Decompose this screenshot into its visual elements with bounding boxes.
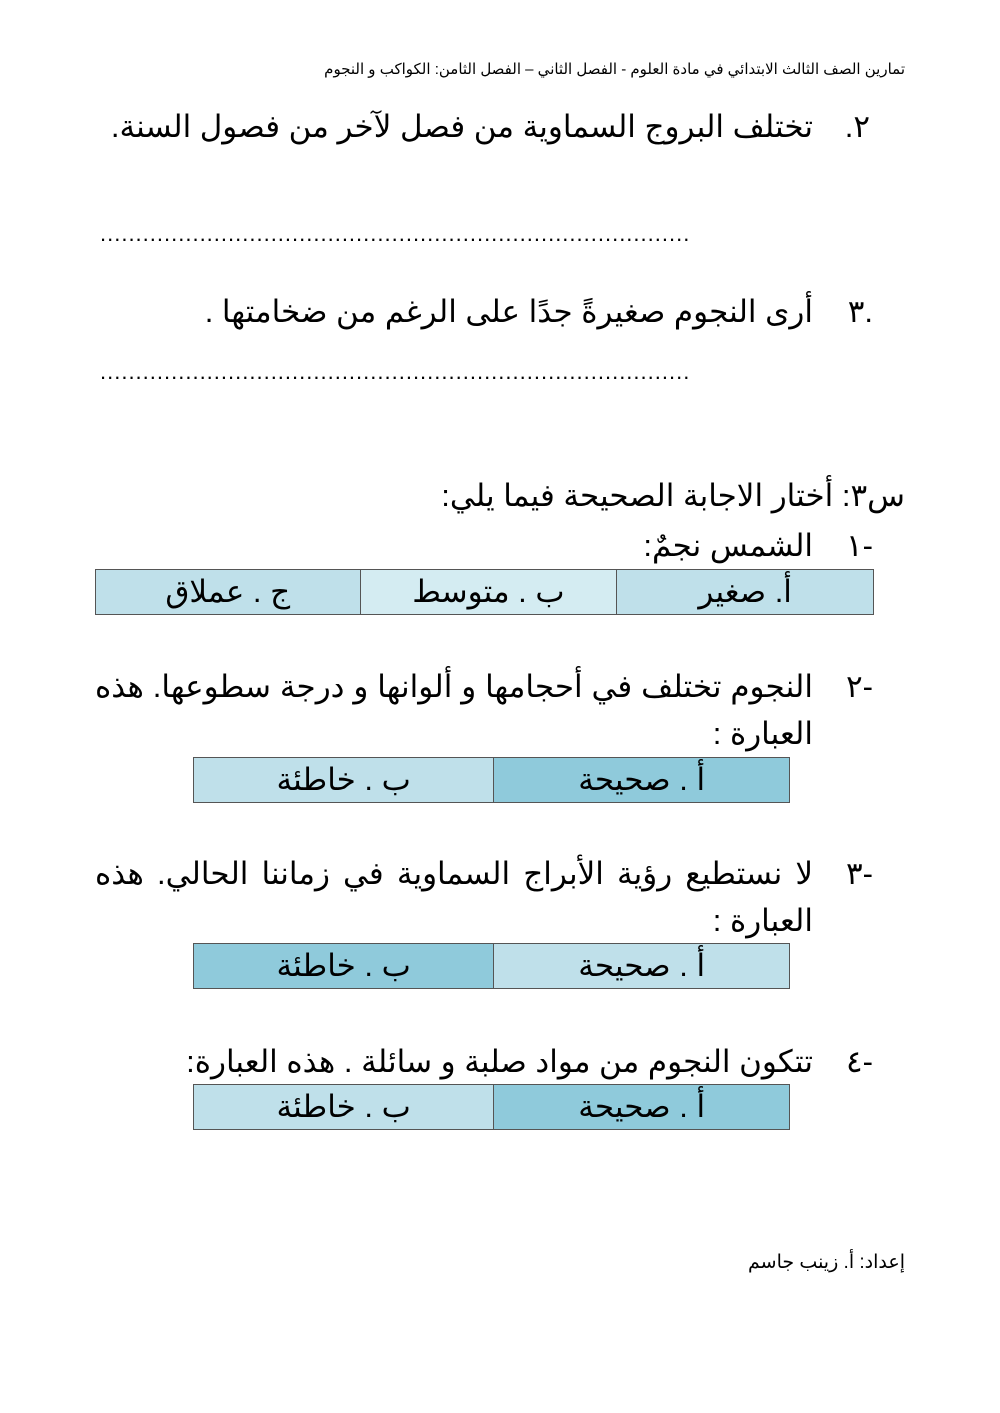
answer-line-2[interactable]: ................................................................................... <box>100 359 691 384</box>
mc-q3-options <box>193 943 790 989</box>
option-b[interactable]: ب . خاطئة <box>194 944 494 989</box>
author-credit: إعداد: أ. زينب جاسم <box>748 1252 905 1273</box>
answer-line-1[interactable]: ................................................................................... <box>100 221 691 246</box>
mc-q1-number: ١- <box>846 528 873 563</box>
option-a[interactable]: أ . صحيحة <box>494 944 790 989</box>
mc-q2-options <box>193 757 790 803</box>
option-a[interactable]: أ. صغير <box>617 570 874 615</box>
mc-q4-number: ٤- <box>846 1044 873 1079</box>
question-2-text: تختلف البروج السماوية من فصل لآخر من فصول السنة. <box>110 109 813 144</box>
question-number: ٢. <box>844 109 870 144</box>
option-c[interactable]: ج . عملاق <box>96 570 361 615</box>
mc-q1-options <box>95 569 874 615</box>
question-3-number: ٣. <box>847 294 873 329</box>
option-a[interactable]: أ . صحيحة <box>494 1085 790 1130</box>
option-b[interactable]: ب . خاطئة <box>194 1085 494 1130</box>
question-3-text: أرى النجوم صغيرةً جدًا على الرغم من ضخامتها . <box>204 294 813 329</box>
mc-q4-options <box>193 1084 790 1130</box>
option-a[interactable]: أ . صحيحة <box>494 758 790 803</box>
mc-q3-text: لا نستطيع رؤية الأبراج السماوية في زماننا الحالي. هذه العبارة : <box>95 856 813 938</box>
mc-q2-text: النجوم تختلف في أحجامها و ألوانها و درجة سطوعها. هذه العبارة : <box>95 669 813 751</box>
page-header: تمارين الصف الثالث الابتدائي في مادة العلوم - الفصل الثاني – الفصل الثامن: الكواكب و النجوم <box>324 61 905 78</box>
mc-q3-number: ٣- <box>846 856 873 891</box>
mc-q2-number: ٢- <box>846 669 873 704</box>
mc-q4-text: تتكون النجوم من مواد صلبة و سائلة . هذه العبارة: <box>186 1044 813 1079</box>
section-3-title: س٣: أختار الاجابة الصحيحة فيما يلي: <box>441 478 905 513</box>
mc-q1-text: الشمس نجمٌ: <box>643 528 813 563</box>
option-b[interactable]: ب . متوسط <box>360 570 617 615</box>
option-b[interactable]: ب . خاطئة <box>194 758 494 803</box>
